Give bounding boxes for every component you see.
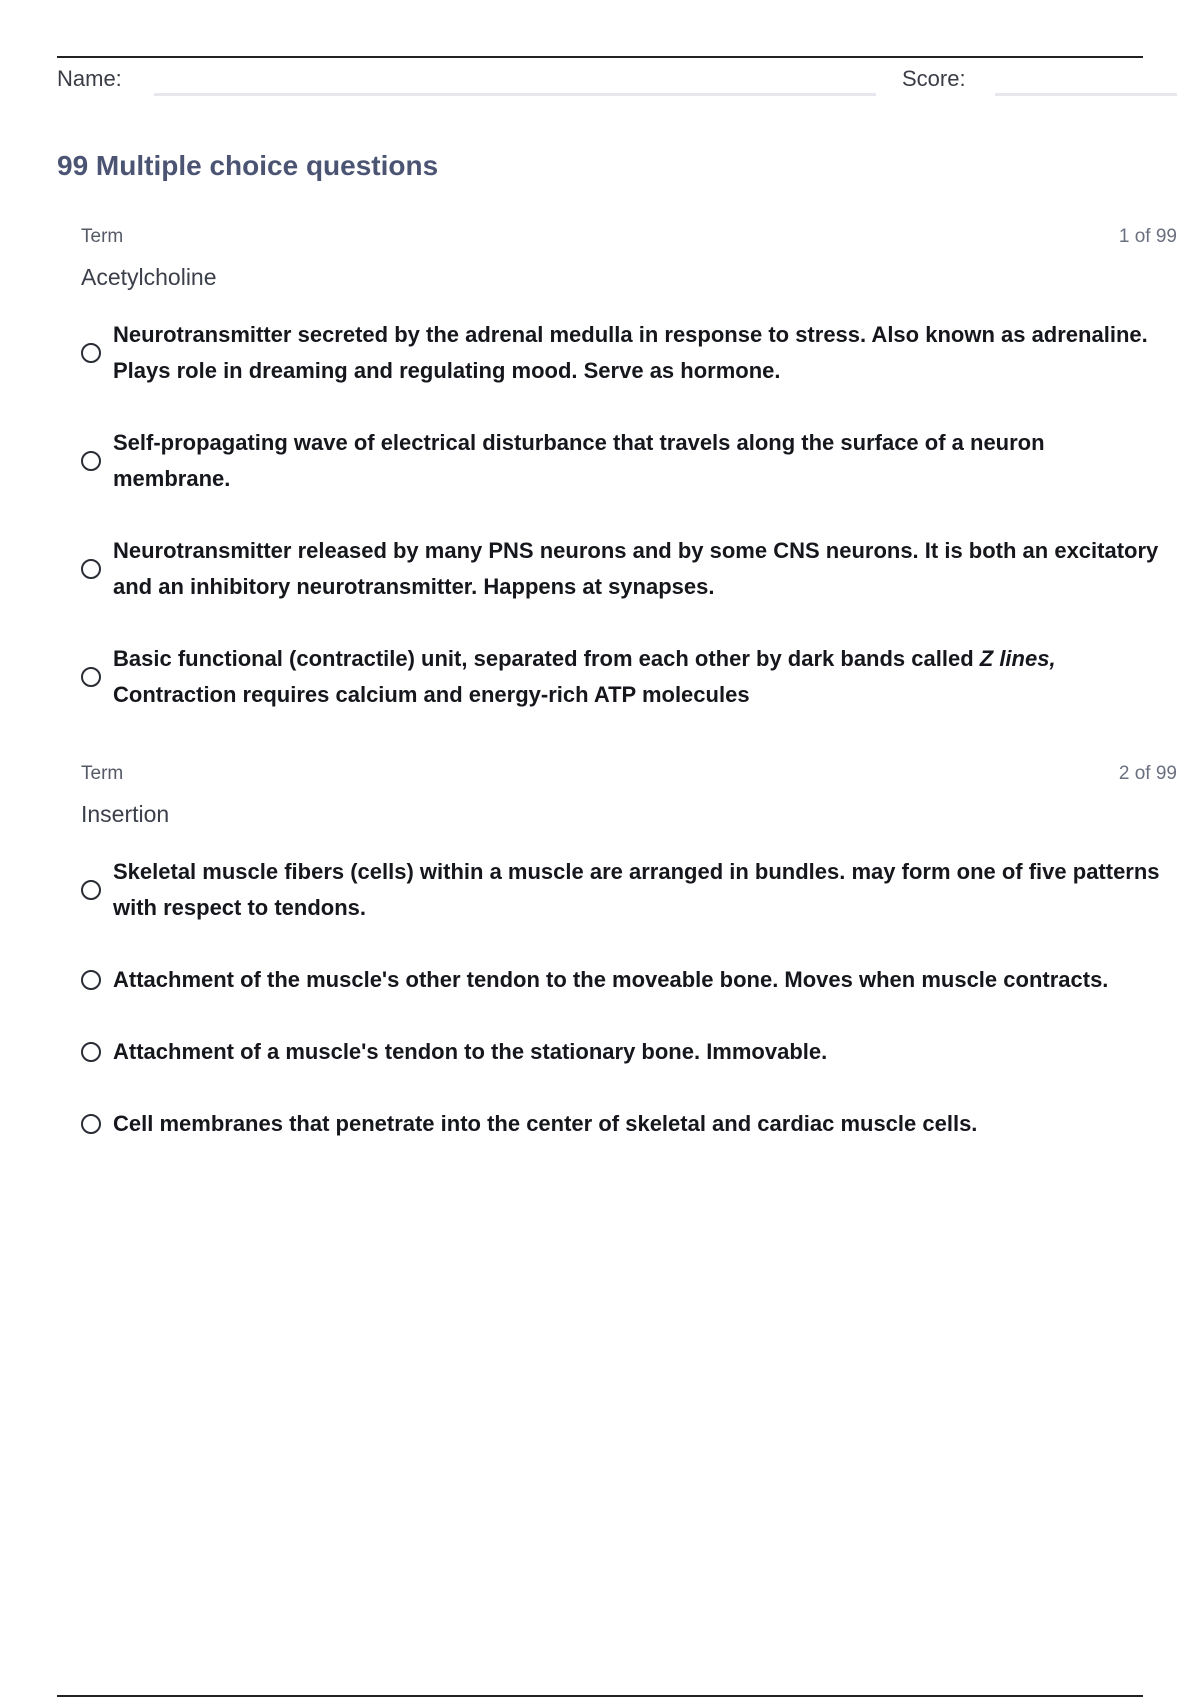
answer-option[interactable] — [81, 962, 1177, 998]
radio-button-icon[interactable] — [81, 880, 101, 900]
name-field[interactable] — [154, 93, 876, 96]
radio-button-icon[interactable] — [81, 1114, 101, 1134]
question-label: Term — [81, 763, 124, 784]
answer-option-text: Attachment of a muscle's tendon to the stationary bone. Immovable. — [113, 1039, 828, 1064]
question-label: Term — [81, 226, 124, 247]
answer-option[interactable] — [81, 641, 1177, 713]
radio-button-icon[interactable] — [81, 1042, 101, 1062]
question-term: Acetylcholine — [81, 264, 217, 290]
answer-option[interactable] — [81, 1034, 1177, 1070]
answer-option[interactable] — [81, 1106, 1177, 1142]
answer-option-text: Skeletal muscle fibers (cells) within a muscle are arranged in bundles. may form one of five patterns with respect to tendons. — [113, 859, 1160, 920]
question-header — [81, 226, 1177, 256]
score-field[interactable] — [995, 93, 1177, 96]
name-label: Name: — [57, 66, 122, 91]
question-term: Insertion — [81, 801, 170, 827]
answer-option[interactable] — [81, 317, 1177, 389]
top-rule — [57, 56, 1143, 58]
radio-button-icon[interactable] — [81, 970, 101, 990]
answer-option-text: Neurotransmitter released by many PNS neurons and by some CNS neurons. It is both an excitatory and an inhibitory neurotransmitter. Happens at synapses. — [113, 538, 1159, 599]
answer-option-text — [113, 641, 1161, 713]
question-1 — [81, 226, 1177, 749]
answer-option-text: Cell membranes that penetrate into the center of skeletal and cardiac muscle cells. — [113, 1111, 978, 1136]
score-label: Score: — [902, 66, 966, 91]
question-header — [81, 763, 1177, 793]
radio-button-icon[interactable] — [81, 559, 101, 579]
question-counter: 1 of 99 — [1118, 226, 1177, 247]
question-counter: 2 of 99 — [1118, 763, 1177, 784]
answer-option[interactable] — [81, 854, 1177, 926]
radio-button-icon[interactable] — [81, 343, 101, 363]
answer-option-text: Neurotransmitter secreted by the adrenal medulla in response to stress. Also known as adrenaline. Plays role in dreaming and regulating mood. Serve as hormone. — [113, 322, 1148, 383]
answer-option-text: Self-propagating wave of electrical disturbance that travels along the surface of a neuron membrane. — [113, 430, 1045, 491]
question-2 — [81, 763, 1177, 1178]
answer-option[interactable] — [81, 425, 1177, 497]
section-title: 99 Multiple choice questions — [57, 150, 439, 181]
bottom-rule — [57, 1695, 1143, 1697]
answer-option-text: Attachment of the muscle's other tendon to the moveable bone. Moves when muscle contracts. — [113, 967, 1109, 992]
radio-button-icon[interactable] — [81, 667, 101, 687]
answer-text-emphasis: Z lines, — [979, 646, 1056, 671]
answer-option[interactable] — [81, 533, 1177, 605]
worksheet-page — [57, 0, 1177, 1700]
worksheet-header — [57, 62, 1177, 102]
answer-options — [81, 854, 1177, 1142]
radio-button-icon[interactable] — [81, 451, 101, 471]
answer-text-end: Contraction requires calcium and energy-rich ATP molecules — [113, 682, 750, 707]
answer-text-start: Basic functional (contractile) unit, separated from each other by dark bands called — [113, 646, 980, 671]
answer-options — [81, 317, 1177, 713]
